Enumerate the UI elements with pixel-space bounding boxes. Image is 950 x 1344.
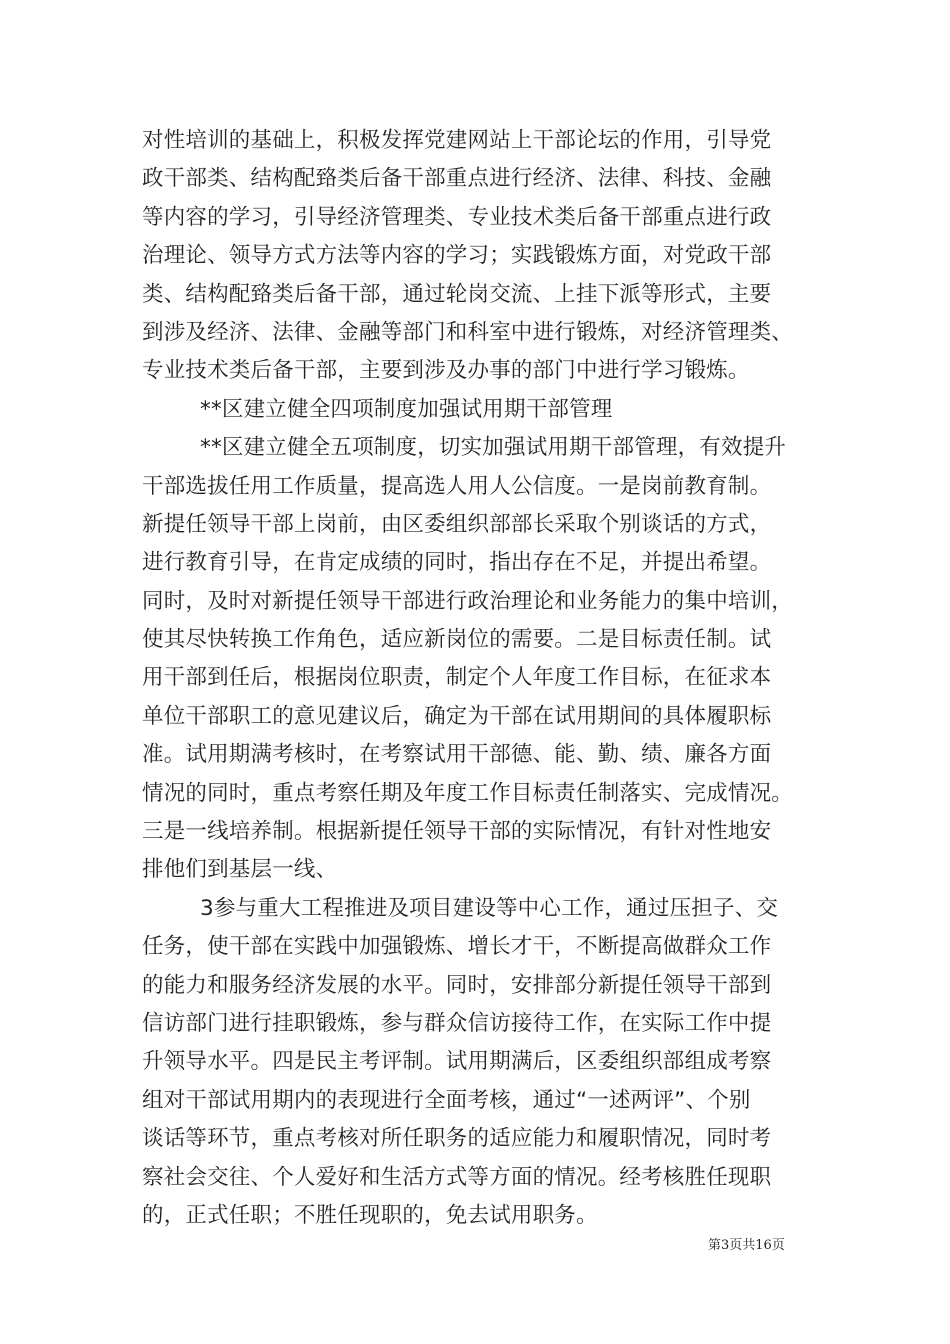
text-line: 排他们到基层一线、 <box>142 857 338 883</box>
text-line: 信访部门进行挂职锻炼，参与群众信访接待工作，在实际工作中提 <box>142 1010 772 1036</box>
text-line: 察社会交往、个人爱好和生活方式等方面的情况。经考核胜任现职 <box>142 1164 772 1190</box>
text-line: 干部选拔任用工作质量，提高选人用人公信度。一是岗前教育制。 <box>142 473 772 499</box>
text-line: 的能力和服务经济发展的水平。同时，安排部分新提任领导干部到 <box>142 972 772 998</box>
text-line: 新提任领导干部上岗前，由区委组织部部长采取个别谈话的方式， <box>142 511 772 537</box>
text-line: 单位干部职工的意见建议后，确定为干部在试用期间的具体履职标 <box>142 703 772 729</box>
text-line: 对性培训的基础上，积极发挥党建网站上干部论坛的作用，引导党 <box>142 128 772 153</box>
text-line: 政干部类、结构配臵类后备干部重点进行经济、法律、科技、金融 <box>142 166 772 192</box>
page-number-footer: 第3页共16页 <box>708 1238 785 1253</box>
text-line: 任务，使干部在实践中加强锻炼、增长才干，不断提高做群众工作 <box>142 934 772 960</box>
text-line: 使其尽快转换工作角色，适应新岗位的需要。二是目标责任制。试 <box>142 627 772 653</box>
paragraph-start: **区建立健全五项制度，切实加强试用期干部管理，有效提升 <box>200 435 787 461</box>
text-line: 进行教育引导，在肯定成绩的同时，指出存在不足，并提出希望。 <box>142 550 772 576</box>
section-heading: **区建立健全四项制度加强试用期干部管理 <box>200 396 613 422</box>
text-line: 的，正式任职；不胜任现职的，免去试用职务。 <box>142 1202 598 1228</box>
paragraph-start: 3参与重大工程推进及项目建设等中心工作，通过压担子、交 <box>200 895 779 921</box>
text-line: 三是一线培养制。根据新提任领导干部的实际情况，有针对性地安 <box>142 819 772 845</box>
text-line: 类、结构配臵类后备干部，通过轮岗交流、上挂下派等形式，主要 <box>142 281 772 307</box>
text-line: 同时，及时对新提任领导干部进行政治理论和业务能力的集中培训， <box>142 588 794 614</box>
text-line: 升领导水平。四是民主考评制。试用期满后，区委组织部组成考察 <box>142 1049 772 1075</box>
text-line: 组对干部试用期内的表现进行全面考核，通过“一述两评”、个别 <box>142 1087 751 1113</box>
text-line: 等内容的学习，引导经济管理类、专业技术类后备干部重点进行政 <box>142 204 772 230</box>
text-line: 准。试用期满考核时，在考察试用干部德、能、勤、绩、廉各方面 <box>142 742 772 768</box>
text-line: 谈话等环节，重点考核对所任职务的适应能力和履职情况，同时考 <box>142 1126 772 1152</box>
text-line: 专业技术类后备干部，主要到涉及办事的部门中进行学习锻炼。 <box>142 358 750 384</box>
text-line: 情况的同时，重点考察任期及年度工作目标责任制落实、完成情况。 <box>142 780 794 806</box>
text-line: 用干部到任后，根据岗位职责，制定个人年度工作目标，在征求本 <box>142 665 772 691</box>
document-body <box>142 122 828 1235</box>
text-line: 治理论、领导方式方法等内容的学习；实践锻炼方面，对党政干部 <box>142 243 772 269</box>
text-line: 到涉及经济、法律、金融等部门和科室中进行锻炼，对经济管理类、 <box>142 319 794 345</box>
